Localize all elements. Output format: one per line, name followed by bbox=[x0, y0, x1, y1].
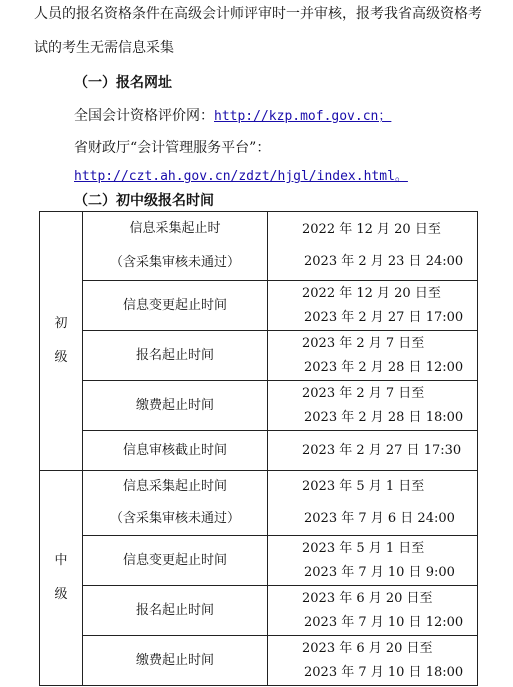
site-2-row bbox=[74, 166, 408, 187]
site-1-link[interactable]: http://kzp.mof.gov.cn； bbox=[214, 109, 392, 124]
item-cell: 信息变更起止时间 bbox=[83, 536, 268, 586]
item-cell: 信息采集起止时间 （含采集审核未通过） bbox=[83, 471, 268, 536]
intro-line-2: 试的考生无需信息采集 bbox=[34, 40, 174, 56]
level-cell-intermediate: 中 级 bbox=[40, 471, 83, 686]
item-cell: 缴费起止时间 bbox=[83, 381, 268, 431]
registration-schedule-table bbox=[39, 211, 478, 686]
time-cell: 2023 年 2 月 7 日至 2023 年 2 月 28 日 12:00 bbox=[268, 331, 478, 381]
site-2-label: 省财政厅“会计管理服务平台”： bbox=[74, 140, 271, 156]
table-row bbox=[40, 331, 478, 381]
table-row bbox=[40, 281, 478, 331]
item-cell: 报名起止时间 bbox=[83, 331, 268, 381]
table-row bbox=[40, 431, 478, 471]
site-2-link[interactable]: http://czt.ah.gov.cn/zdzt/hjgl/index.html。 bbox=[74, 169, 408, 184]
item-cell: 信息采集起止时 （含采集审核未通过） bbox=[83, 212, 268, 281]
level-cell-junior: 初 级 bbox=[40, 212, 83, 471]
table-row bbox=[40, 212, 478, 281]
table-row bbox=[40, 536, 478, 586]
table-row bbox=[40, 636, 478, 686]
time-cell: 2023 年 5 月 1 日至 2023 年 7 月 6 日 24:00 bbox=[268, 471, 478, 536]
item-cell: 信息审核截止时间 bbox=[83, 431, 268, 471]
table-row bbox=[40, 471, 478, 536]
time-cell: 2023 年 2 月 27 日 17:30 bbox=[268, 431, 478, 471]
intro-line-1: 人员的报名资格条件在高级会计师评审时一并审核，报考我省高级资格考 bbox=[34, 6, 482, 22]
section-2-heading: （二）初中级报名时间 bbox=[74, 193, 214, 209]
table-row bbox=[40, 586, 478, 636]
section-1-heading: （一）报名网址 bbox=[74, 75, 172, 91]
site-1-label: 全国会计资格评价网： bbox=[74, 108, 214, 124]
time-cell: 2022 年 12 月 20 日至 2023 年 2 月 23 日 24:00 bbox=[268, 212, 478, 281]
table-row bbox=[40, 381, 478, 431]
time-cell: 2023 年 6 月 20 日至 2023 年 7 月 10 日 12:00 bbox=[268, 586, 478, 636]
site-1-row bbox=[74, 106, 391, 127]
time-cell: 2023 年 6 月 20 日至 2023 年 7 月 10 日 18:00 bbox=[268, 636, 478, 686]
time-cell: 2022 年 12 月 20 日至 2023 年 2 月 27 日 17:00 bbox=[268, 281, 478, 331]
time-cell: 2023 年 5 月 1 日至 2023 年 7 月 10 日 9:00 bbox=[268, 536, 478, 586]
item-cell: 缴费起止时间 bbox=[83, 636, 268, 686]
item-cell: 报名起止时间 bbox=[83, 586, 268, 636]
time-cell: 2023 年 2 月 7 日至 2023 年 2 月 28 日 18:00 bbox=[268, 381, 478, 431]
item-cell: 信息变更起止时间 bbox=[83, 281, 268, 331]
